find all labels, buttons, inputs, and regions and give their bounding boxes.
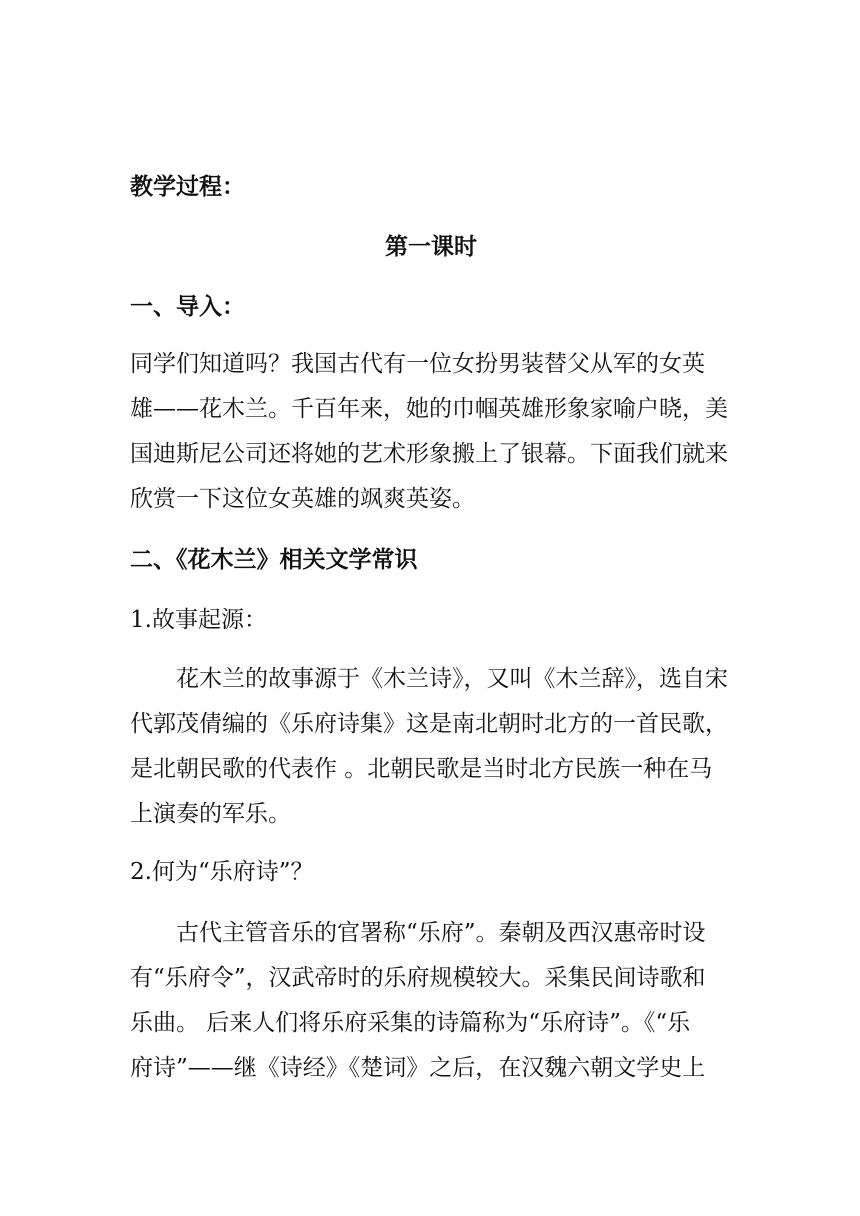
section1-heading: 一、导入： bbox=[130, 294, 245, 320]
lesson-title: 第一课时 bbox=[385, 234, 477, 260]
section1-line-4: 欣赏一下这位女英雄的飒爽英姿。 bbox=[130, 486, 475, 512]
item2-line-4: 府诗”——继《诗经》《楚词》之后，在汉魏六朝文学史上 bbox=[130, 1055, 706, 1081]
item1-line-4: 上演奏的军乐。 bbox=[130, 801, 291, 827]
section1-line-1: 同学们知道吗？我国古代有一位女扮男装替父从军的女英 bbox=[130, 351, 705, 377]
item2-line-2: 有“乐府令”，汉武帝时的乐府规模较大。采集民间诗歌和 bbox=[130, 965, 706, 991]
item2-line-1: 古代主管音乐的官署称“乐府”。秦朝及西汉惠帝时设 bbox=[176, 920, 706, 946]
item1-line-1: 花木兰的故事源于《木兰诗》，又叫《木兰辞》，选自宋 bbox=[176, 666, 728, 692]
section2-heading: 二、《花木兰》相关文学常识 bbox=[130, 547, 418, 573]
section1-line-3: 国迪斯尼公司还将她的艺术形象搬上了银幕。下面我们就来 bbox=[130, 441, 728, 467]
item2-line-3: 乐曲。 后来人们将乐府采集的诗篇称为“乐府诗”。《“乐 bbox=[130, 1010, 691, 1036]
item2-title: 2.何为“乐府诗”？ bbox=[130, 859, 314, 885]
item1-line-3: 是北朝民歌的代表作 。北朝民歌是当时北方民族一种在马 bbox=[130, 756, 713, 782]
teaching-process-heading: 教学过程： bbox=[130, 174, 245, 200]
section1-line-2: 雄——花木兰。千百年来，她的巾帼英雄形象家喻户晓，美 bbox=[130, 396, 728, 422]
item1-line-2: 代郭茂倩编的《乐府诗集》这是南北朝时北方的一首民歌， bbox=[130, 711, 728, 737]
item1-title: 1.故事起源： bbox=[130, 607, 267, 633]
